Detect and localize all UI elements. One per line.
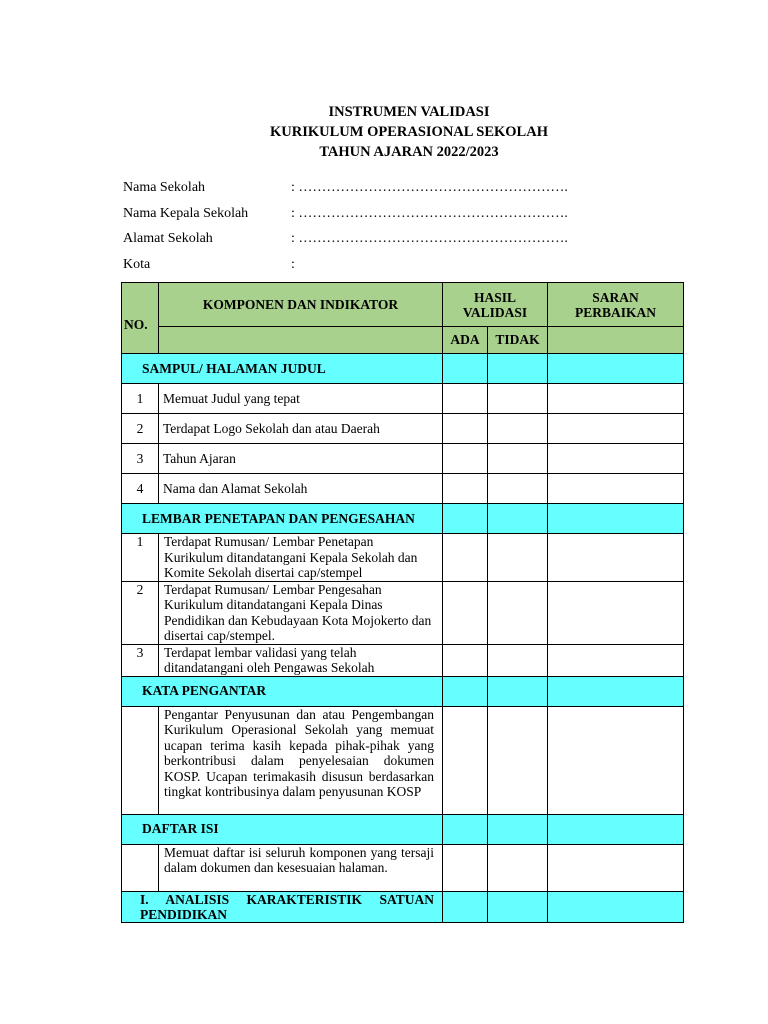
check-ada[interactable] xyxy=(443,414,488,444)
field-label: Nama Kepala Sekolah xyxy=(123,205,249,221)
check-tidak[interactable] xyxy=(488,706,548,814)
table-row xyxy=(122,444,684,474)
check-tidak[interactable] xyxy=(488,644,548,676)
header-blank xyxy=(548,327,684,354)
section-title: LEMBAR PENETAPAN DAN PENGESAHAN xyxy=(122,504,443,534)
row-number: 1 xyxy=(122,384,159,414)
table-row xyxy=(122,706,684,814)
check-tidak[interactable] xyxy=(488,891,548,922)
saran-cell[interactable] xyxy=(548,644,684,676)
section-row-daftar-isi xyxy=(122,814,684,844)
saran-cell[interactable] xyxy=(548,844,684,891)
header-no: NO. xyxy=(122,283,159,354)
header-ada: ADA xyxy=(443,327,488,354)
field-label: Kota xyxy=(123,256,151,272)
check-ada[interactable] xyxy=(443,814,488,844)
title-line-2: KURIKULUM OPERASIONAL SEKOLAH xyxy=(270,124,548,140)
table-row xyxy=(122,474,684,504)
saran-cell[interactable] xyxy=(548,474,684,504)
check-tidak[interactable] xyxy=(488,844,548,891)
check-ada[interactable] xyxy=(443,534,488,582)
row-number: 2 xyxy=(122,414,159,444)
row-number: 1 xyxy=(122,534,159,582)
row-number: 3 xyxy=(122,444,159,474)
section-row-analisis xyxy=(122,891,684,922)
table-row xyxy=(122,581,684,644)
section-row-lembar-penetapan xyxy=(122,504,684,534)
check-tidak[interactable] xyxy=(488,384,548,414)
check-ada[interactable] xyxy=(443,644,488,676)
row-number: 2 xyxy=(122,581,159,644)
check-tidak[interactable] xyxy=(488,504,548,534)
field-label: Nama Sekolah xyxy=(123,180,206,195)
field-value[interactable]: : …………………………………………………. xyxy=(291,205,568,221)
indicator-text: Memuat daftar isi seluruh komponen yang tersaji dalam dokumen dan kesesuaian halaman. xyxy=(159,844,443,891)
indicator-text: Terdapat Rumusan/ Lembar Pengesahan Kurikulum ditandatangani Kepala Dinas Pendidikan dan Kebudayaan Kota Mojokerto dan disertai cap/stempel. xyxy=(159,581,443,644)
saran-cell[interactable] xyxy=(548,414,684,444)
section-row-kata-pengantar xyxy=(122,676,684,706)
header-blank xyxy=(159,327,443,354)
check-ada[interactable] xyxy=(443,444,488,474)
row-number xyxy=(122,844,159,891)
saran-cell[interactable] xyxy=(548,354,684,384)
indicator-text: Pengantar Penyusunan dan atau Pengembangan Kurikulum Operasional Sekolah yang memuat ucapan terima kasih kepada pihak-pihak yang berkontribusi dalam penyelesaian dokumen KOSP. Ucapan terimakasih disusun berdasarkan tingkat kontribusinya dalam penyusunan KOSP xyxy=(159,706,443,814)
field-label: Alamat Sekolah xyxy=(123,231,213,246)
check-ada[interactable] xyxy=(443,676,488,706)
section-title: KATA PENGANTAR xyxy=(122,676,443,706)
field-value[interactable]: : …………………………………………………. xyxy=(291,231,568,246)
title-line-3: TAHUN AJARAN 2022/2023 xyxy=(319,144,499,160)
check-tidak[interactable] xyxy=(488,676,548,706)
saran-cell[interactable] xyxy=(548,676,684,706)
check-ada[interactable] xyxy=(443,354,488,384)
title-line-1: INSTRUMEN VALIDASI xyxy=(328,104,490,120)
indicator-text: Nama dan Alamat Sekolah xyxy=(159,474,443,504)
saran-cell[interactable] xyxy=(548,891,684,922)
document-title xyxy=(0,102,768,162)
check-ada[interactable] xyxy=(443,581,488,644)
section-title: DAFTAR ISI xyxy=(122,814,443,844)
field-value[interactable]: : …………………………………………………. xyxy=(291,180,568,195)
field-value[interactable]: : xyxy=(291,256,295,272)
indicator-text: Memuat Judul yang tepat xyxy=(159,384,443,414)
check-tidak[interactable] xyxy=(488,814,548,844)
header-saran-perbaikan: SARAN PERBAIKAN xyxy=(548,283,684,327)
check-ada[interactable] xyxy=(443,504,488,534)
check-tidak[interactable] xyxy=(488,534,548,582)
table-row xyxy=(122,414,684,444)
saran-cell[interactable] xyxy=(548,444,684,474)
header-tidak: TIDAK xyxy=(488,327,548,354)
saran-cell[interactable] xyxy=(548,534,684,582)
section-title: SAMPUL/ HALAMAN JUDUL xyxy=(122,354,443,384)
section-row-sampul xyxy=(122,354,684,384)
header-komponen: KOMPONEN DAN INDIKATOR xyxy=(159,283,443,327)
check-tidak[interactable] xyxy=(488,444,548,474)
check-ada[interactable] xyxy=(443,384,488,414)
table-row xyxy=(122,534,684,582)
indicator-text: Terdapat Logo Sekolah dan atau Daerah xyxy=(159,414,443,444)
indicator-text: Terdapat Rumusan/ Lembar Penetapan Kurikulum ditandatangani Kepala Sekolah dan Komite Sekolah disertai cap/stempel xyxy=(159,534,443,582)
table-row xyxy=(122,844,684,891)
row-number: 4 xyxy=(122,474,159,504)
check-tidak[interactable] xyxy=(488,581,548,644)
row-number: 3 xyxy=(122,644,159,676)
table-row xyxy=(122,644,684,676)
indicator-text: Tahun Ajaran xyxy=(159,444,443,474)
check-tidak[interactable] xyxy=(488,354,548,384)
check-tidak[interactable] xyxy=(488,474,548,504)
saran-cell[interactable] xyxy=(548,581,684,644)
validation-table xyxy=(121,282,684,923)
header-hasil-validasi: HASIL VALIDASI xyxy=(443,283,548,327)
check-ada[interactable] xyxy=(443,706,488,814)
saran-cell[interactable] xyxy=(548,814,684,844)
saran-cell[interactable] xyxy=(548,706,684,814)
table-header-row xyxy=(122,283,684,327)
row-number xyxy=(122,706,159,814)
table-subheader-row xyxy=(122,327,684,354)
check-ada[interactable] xyxy=(443,844,488,891)
check-ada[interactable] xyxy=(443,474,488,504)
check-ada[interactable] xyxy=(443,891,488,922)
indicator-text: Terdapat lembar validasi yang telah ditandatangani oleh Pengawas Sekolah xyxy=(159,644,443,676)
check-tidak[interactable] xyxy=(488,414,548,444)
saran-cell[interactable] xyxy=(548,384,684,414)
section-title: I. ANALISIS KARAKTERISTIK SATUAN PENDIDIKAN xyxy=(122,891,443,922)
saran-cell[interactable] xyxy=(548,504,684,534)
table-row xyxy=(122,384,684,414)
